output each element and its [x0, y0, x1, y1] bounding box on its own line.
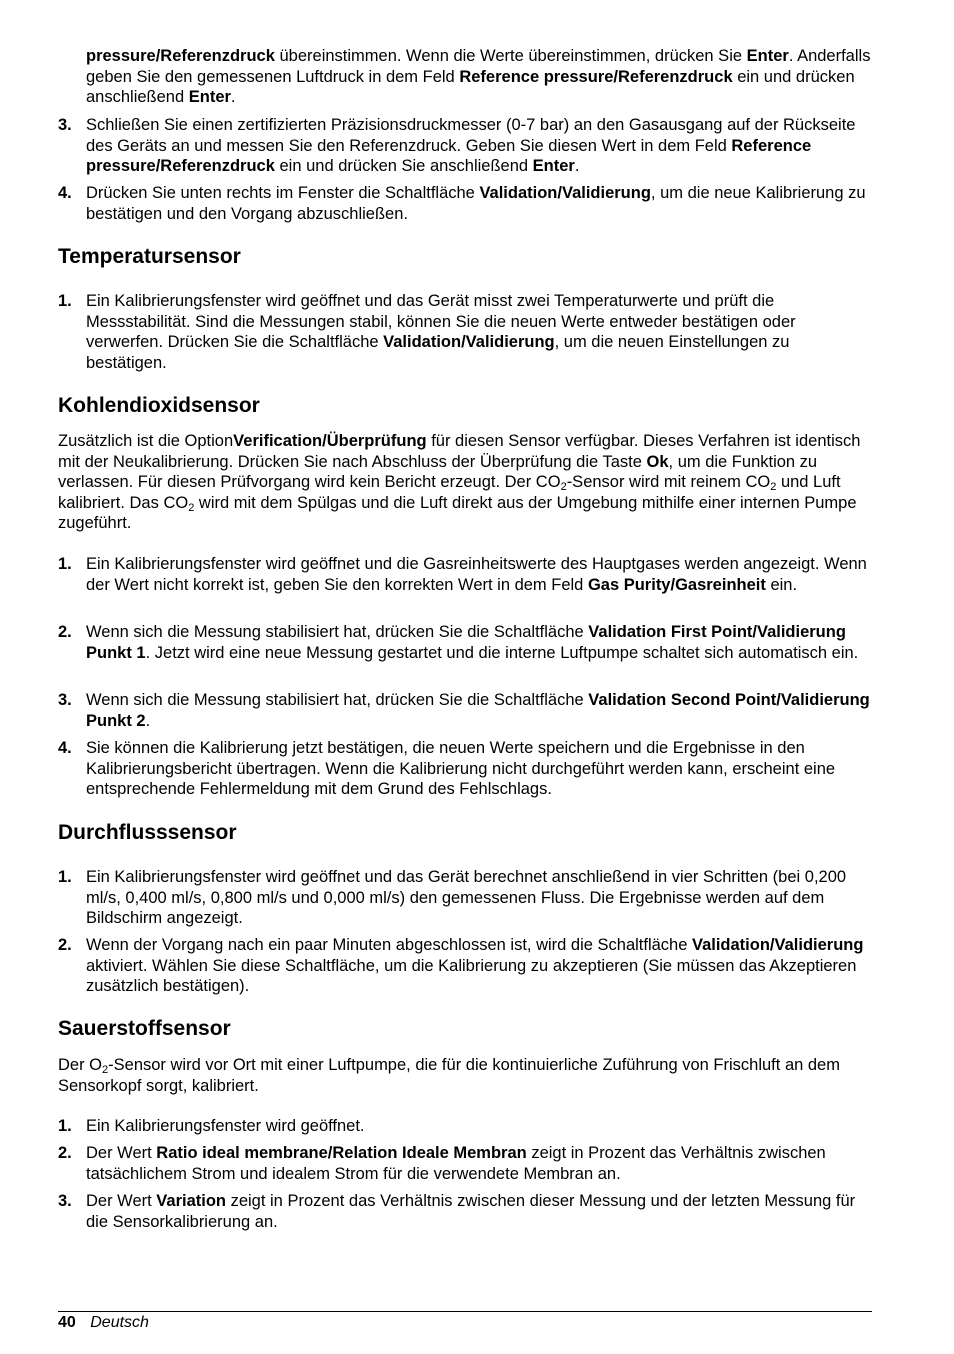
list-item: 1. Ein Kalibrierungsfenster wird geöffnet und das Gerät berechnet anschließend in vier Schritten (bei 0,200 ml/s, 0,400 ml/s, 0,800 ml/s und 0,000 ml/s) den gemessenen Fluss. Die Ergebnisse werden auf dem Bildschirm angezeigt. [58, 868, 847, 927]
list-item: 4. Sie können die Kalibrierung jetzt bestätigen, die neuen Werte speichern und die Ergebnisse in den Kalibrierungsbericht übertragen. Wenn die Kalibrierung nicht durchgeführt werden kann, erscheint eine entsprechende Fehlermeldung mit dem Grund des Fehlschlags. [58, 739, 836, 798]
list-item: 3. Schließen Sie einen zertifizierten Präzisionsdruckmesser (0-7 bar) an den Gasausgang auf der Rückseite des Geräts an und messen Sie den Referenzdruck. Geben Sie diesen Wert in dem Feld Reference pressure/Referenzdruck ein und drücken Sie anschließend Enter. [58, 116, 856, 175]
list-item: 4. Drücken Sie unten rechts im Fenster die Schaltfläche Validation/Validierung, um die neue Kalibrierung zu bestätigen und den Vorgang abzuschließen. [58, 184, 866, 223]
list-item: 3. Wenn sich die Messung stabilisiert hat, drücken Sie die Schaltfläche Validation Second Point/Validierung Punkt 2. [58, 691, 870, 730]
co2-intro-paragraph: Zusätzlich ist die OptionVerification/Überprüfung für diesen Sensor verfügbar. Dieses Verfahren ist identisch mit der Neukalibrierung. Drücken Sie nach Abschluss der Überprüfung die Taste Ok, um die Funktion zu verlassen. Für diesen Prüfvorgang wird kein Bericht erzeugt. Der $CO_2$-Sensor wird mit reinem $CO_2$ und Luft kalibriert. Das $CO_2$ wird mit dem Spülgas und die Luft direkt aus der Umgebung mithilfe einer internen Pumpe zugeführt. [58, 432, 861, 532]
list-item: 1. Ein Kalibrierungsfenster wird geöffnet. [58, 1117, 365, 1135]
page-number: 40 [58, 1314, 76, 1331]
list-item: 2. Der Wert Ratio ideal membrane/Relation Ideale Membran zeigt in Prozent das Verhältnis zwischen tatsächlichem Strom und idealem Strom für die verwendete Membran an. [58, 1144, 826, 1183]
footer-language: Deutsch [90, 1314, 149, 1331]
section-heading-oxygen: Sauerstoffsensor [58, 1017, 231, 1040]
footer-divider [58, 1311, 872, 1312]
o2-intro-paragraph: Der $O_2$-Sensor wird vor Ort mit einer Luftpumpe, die für die kontinuierliche Zuführung von Frischluft an dem Sensorkopf sorgt, kalibriert. [58, 1056, 840, 1095]
list-item: 2. Wenn sich die Messung stabilisiert hat, drücken Sie die Schaltfläche Validation First Point/Validierung Punkt 1. Jetzt wird eine neue Messung gestartet und die interne Luftpumpe schaltet sich automatisch ein. [58, 623, 859, 662]
list-item: 3. Der Wert Variation zeigt in Prozent das Verhältnis zwischen dieser Messung und der letzten Messung für die Sensorkalibrierung an. [58, 1192, 856, 1231]
list-item: 1. Ein Kalibrierungsfenster wird geöffnet und das Gerät misst zwei Temperaturwerte und prüft die Messstabilität. Sind die Messungen stabil, können Sie die neuen Werte entweder bestätigen oder verwerfen. Drücken Sie die Schaltfläche Validation/Validierung, um die neuen Einstellungen zu bestätigen. [58, 292, 796, 372]
section-heading-co2: Kohlendioxidsensor [58, 394, 260, 417]
intro-continuation: pressure/Referenzdruck übereinstimmen. Wenn die Werte übereinstimmen, drücken Sie Enter. Anderfalls geben Sie den gemessenen Luftdruck in dem Feld Reference pressure/Referenzdruck ein und drücken anschließend Enter. [86, 47, 871, 106]
page-footer [58, 1313, 149, 1333]
section-heading-flow: Durchflusssensor [58, 821, 237, 844]
list-item: 2. Wenn der Vorgang nach ein paar Minuten abgeschlossen ist, wird die Schaltfläche Validation/Validierung aktiviert. Wählen Sie diese Schaltfläche, um die Kalibrierung zu akzeptieren (Sie müssen das Akzeptieren zusätzlich bestätigen). [58, 936, 864, 995]
list-item: 1. Ein Kalibrierungsfenster wird geöffnet und die Gasreinheitswerte des Hauptgases werden angezeigt. Wenn der Wert nicht korrekt ist, geben Sie den korrekten Wert in dem Feld Gas Purity/Gasreinheit ein. [58, 555, 867, 594]
section-heading-temperature: Temperatursensor [58, 245, 241, 268]
